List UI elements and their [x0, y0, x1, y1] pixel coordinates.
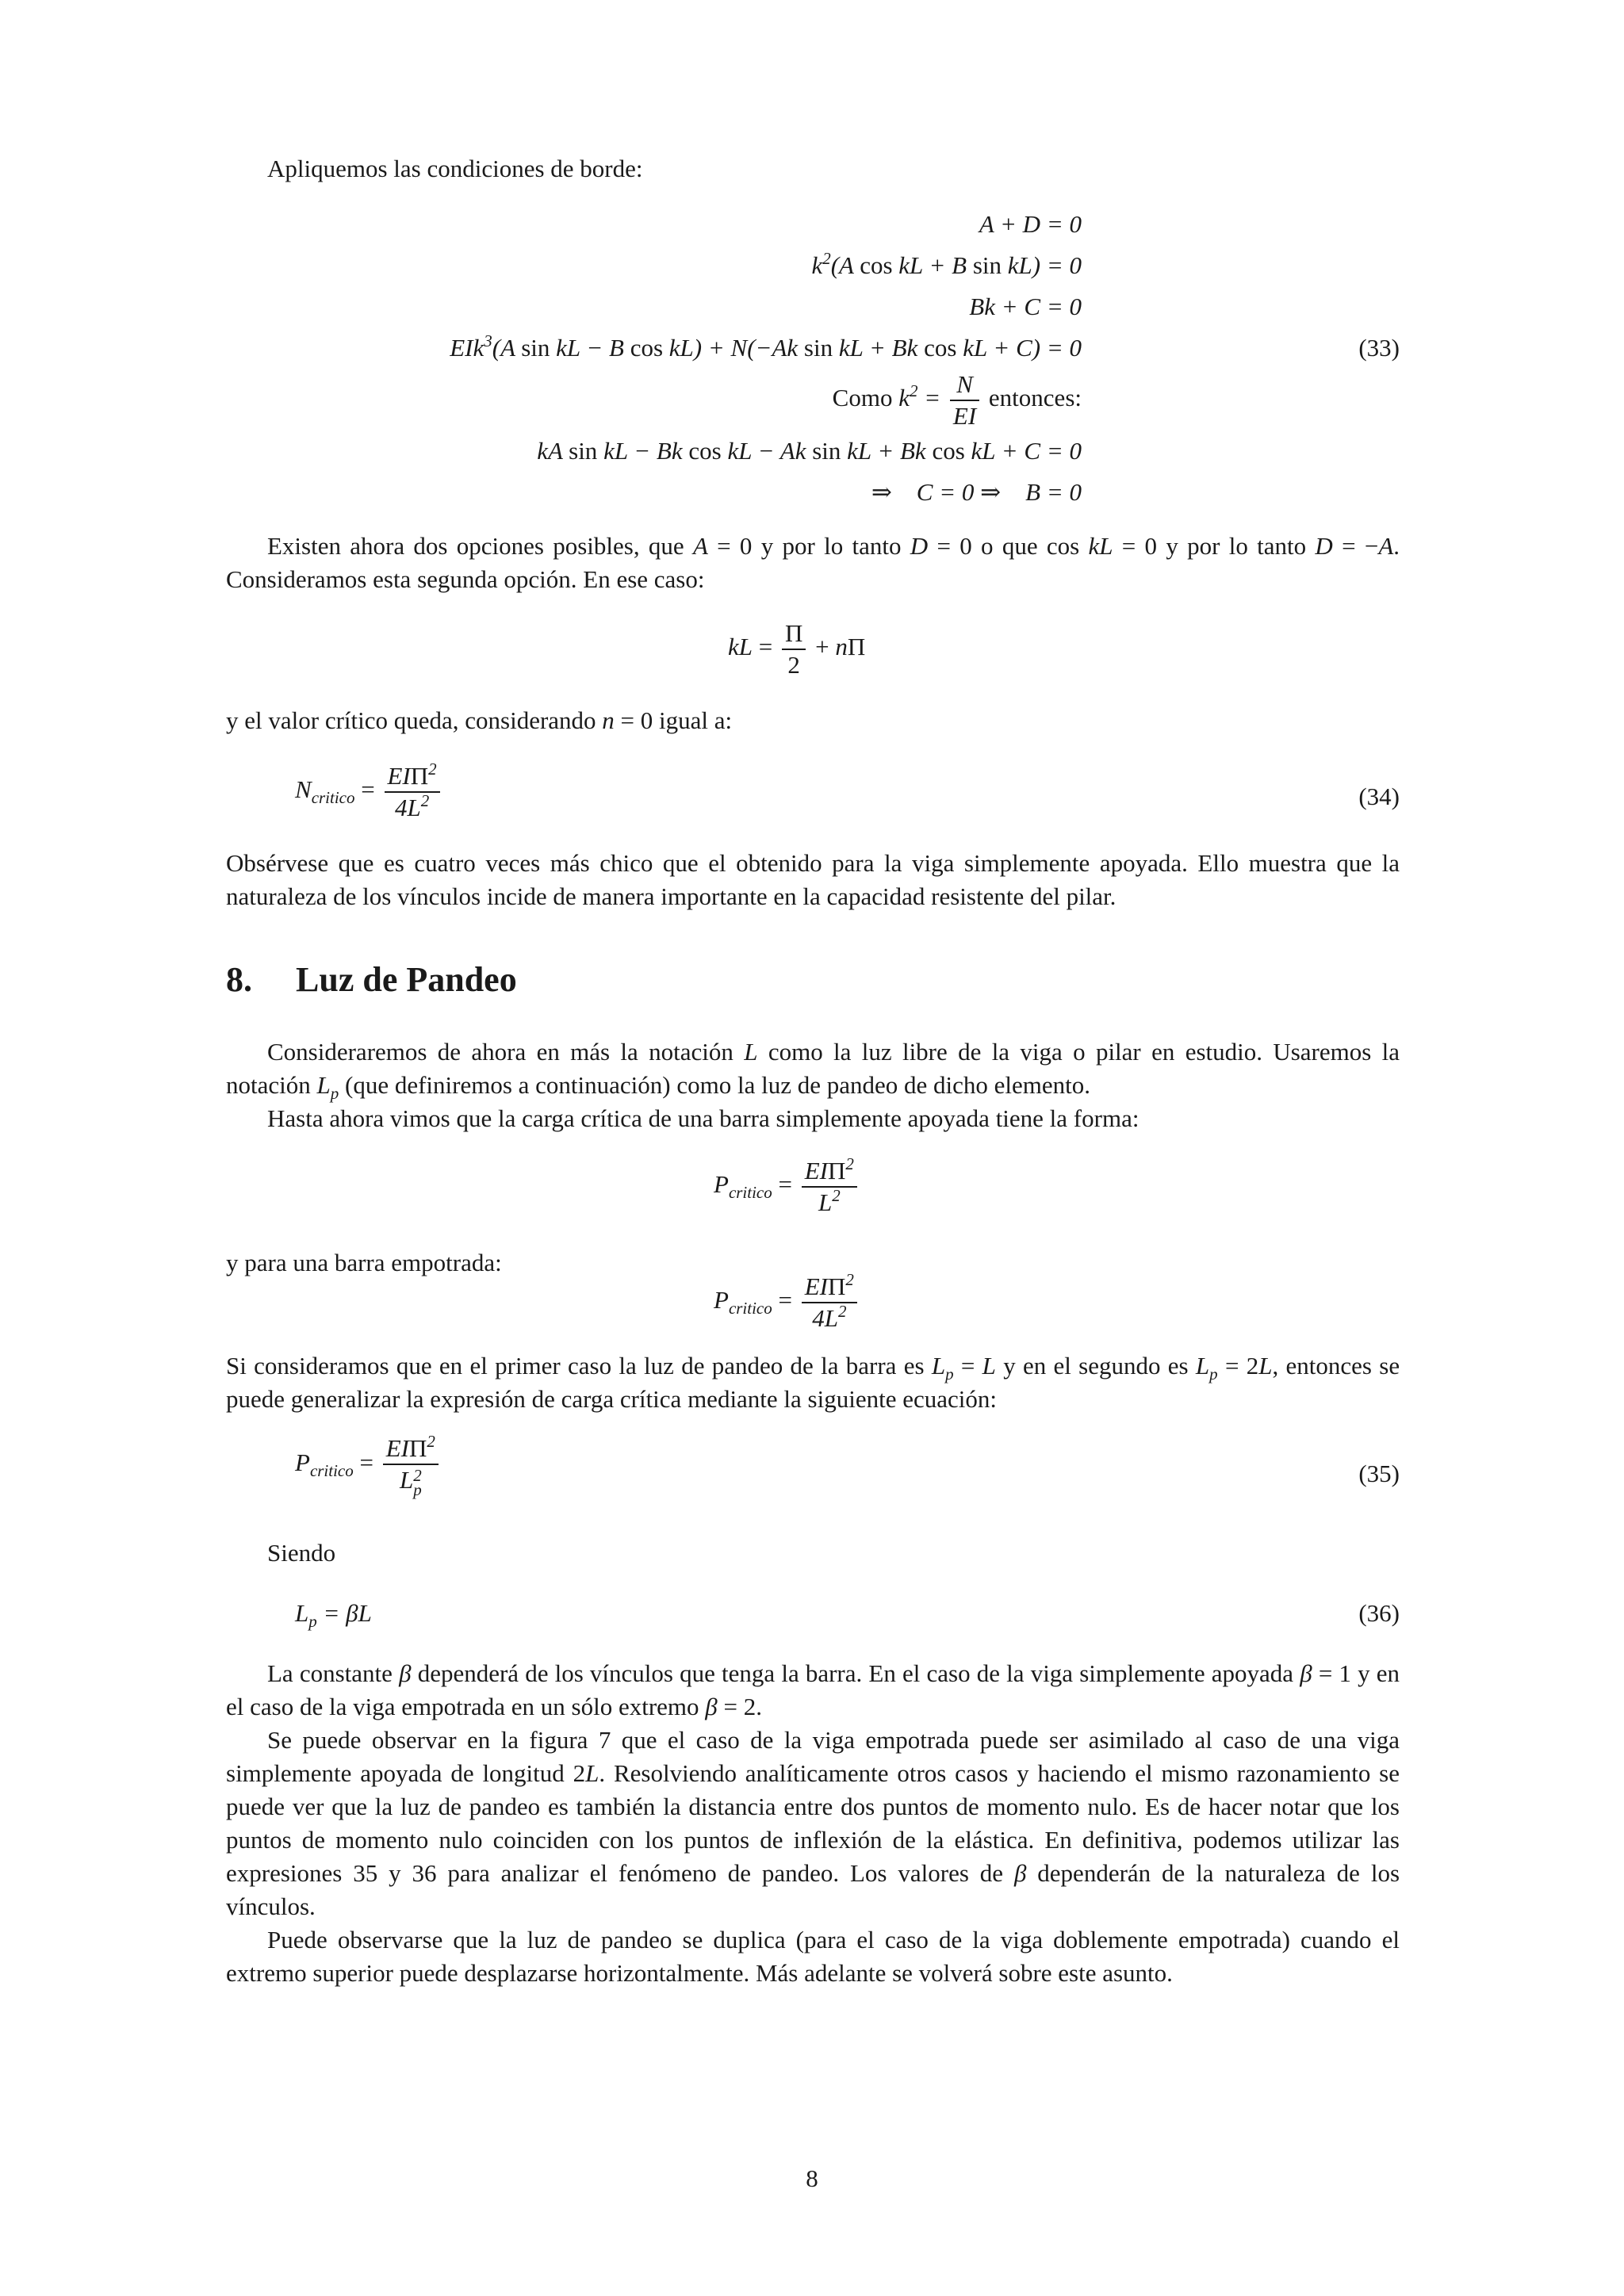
fraction-eipi2-over-4l2: $\frac{EI\Pi^2}{4L^2}$	[385, 761, 440, 823]
fraction-eipi2-over-lp2: EIΠ$^2$ L 2 p	[383, 1433, 439, 1497]
equation-number-35: (35)	[1358, 1460, 1400, 1487]
equation-p-critico-simple: $P_{critico}$ = $\frac{EI\Pi^2}{L^2}$	[714, 1156, 860, 1218]
fraction-n-over-ei: $\frac{N}{EI}$	[950, 369, 979, 431]
equation-p-critico-embedded: $P_{critico}$ = $\frac{EI\Pi^2}{4L^2}$	[714, 1272, 860, 1334]
constant-paragraph: La constante β dependerá de los vínculos que tenga la barra. En el caso de la viga simplemente apoyada β = 1 y en el caso de la viga empotrada en un sólo extremo β = 2.	[226, 1659, 1400, 1720]
equation-number-36: (36)	[1358, 1599, 1400, 1627]
equation-34: $N_{critico}$ = $\frac{EI\Pi^2}{4L^2}$	[295, 761, 443, 823]
page-number: 8	[806, 2164, 818, 2192]
embedded-paragraph: y para una barra empotrada:	[226, 1249, 502, 1276]
eq33-line-2: $k^2(A$ cos kL + B sin kL) = 0	[811, 249, 1082, 279]
figure-paragraph: Se puede observar en la figura 7 que el caso de la viga empotrada puede ser asimilado al caso de una viga simplemente apoyada de longitud 2L. Resolviendo analíticamente otros casos y haciendo el mismo razonamiento se puede ver que la luz de pandeo es también la distancia entre dos puntos de momento nulo. Es de hacer notar que los puntos de momento nulo coinciden con los puntos de inflexión de la elástica. En definitiva, podemos utilizar las expresiones 35 y 36 para analizar el fenómeno de pandeo. Los valores de β dependerán de la naturaleza de los vínculos.	[226, 1726, 1400, 1920]
equation-number-34: (34)	[1358, 783, 1400, 810]
eq33-line-5: Como $k^2$ = $\frac{N}{EI}$ entonces:	[832, 370, 1082, 430]
eq33-line-6: kA sin kL − Bk cos kL − Ak sin kL + Bk cos kL + C = 0	[537, 437, 1082, 465]
until-now-paragraph: Hasta ahora vimos que la carga crítica de una barra simplemente apoyada tiene la forma:	[267, 1104, 1139, 1132]
siendo-paragraph: Siendo	[267, 1539, 336, 1567]
eq33-line-1: A + D = 0	[979, 210, 1082, 238]
section-heading	[226, 958, 517, 1002]
fraction-eipi2-over-4l2-b: $\frac{EI\Pi^2}{4L^2}$	[802, 1272, 857, 1334]
notation-paragraph: Consideraremos de ahora en más la notación L como la luz libre de la viga o pilar en estudio. Usaremos la notación $L_p$ (que definiremos a continuación) como la luz de pandeo de dicho elemento.	[226, 1038, 1400, 1103]
eq33-line-3: Bk + C = 0	[969, 293, 1082, 320]
equation-35: $P_{critico}$ = EIΠ$^2$ L 2 p	[295, 1433, 442, 1497]
conditions-text: Apliquemos las condiciones de borde:	[267, 155, 643, 182]
section-title: Luz de Pandeo	[296, 960, 517, 999]
observation-paragraph: Obsérvese que es cuatro veces más chico que el obtenido para la viga simplemente apoyada. Ello muestra que la naturaleza de los vínculos incide de manera importante en la capacidad resistente del pilar.	[226, 849, 1400, 910]
duplicate-paragraph: Puede observarse que la luz de pandeo se duplica (para el caso de la viga doblemente empotrada) cuando el extremo superior puede desplazarse horizontalmente. Más adelante se volverá sobre este asunto.	[226, 1926, 1400, 1987]
equation-number-33: (33)	[1358, 334, 1400, 362]
equation-36: $L_p = \beta L$	[295, 1599, 372, 1631]
equation-kl: kL = $\frac{\Pi}{2}$ + nΠ	[728, 619, 866, 679]
eq33-line-7: ⇒ C = 0 ⇒ B = 0	[871, 478, 1082, 506]
eq33-line-4: EIk$^3$(A sin kL − B cos kL) + N(−Ak sin kL + Bk cos kL + C) = 0	[450, 331, 1082, 362]
fraction-eipi2-over-l2: $\frac{EI\Pi^2}{L^2}$	[802, 1156, 857, 1218]
critical-value-paragraph: y el valor crítico queda, considerando n = 0 igual a:	[226, 706, 733, 734]
generalize-paragraph: Si consideramos que en el primer caso la luz de pandeo de la barra es $L_p = L$ y en el segundo es $L_p = 2L$, entonces se puede generalizar la expresión de carga crítica mediante la siguiente ecuación:	[226, 1352, 1400, 1413]
options-paragraph: Existen ahora dos opciones posibles, que A = 0 y por lo tanto D = 0 o que cos kL = 0 y por lo tanto D = −A. Consideramos esta segunda opción. En ese caso:	[226, 532, 1400, 593]
fraction-pi-over-2: $\frac{\Pi}{2}$	[782, 618, 806, 680]
section-number: 8.	[226, 960, 252, 999]
